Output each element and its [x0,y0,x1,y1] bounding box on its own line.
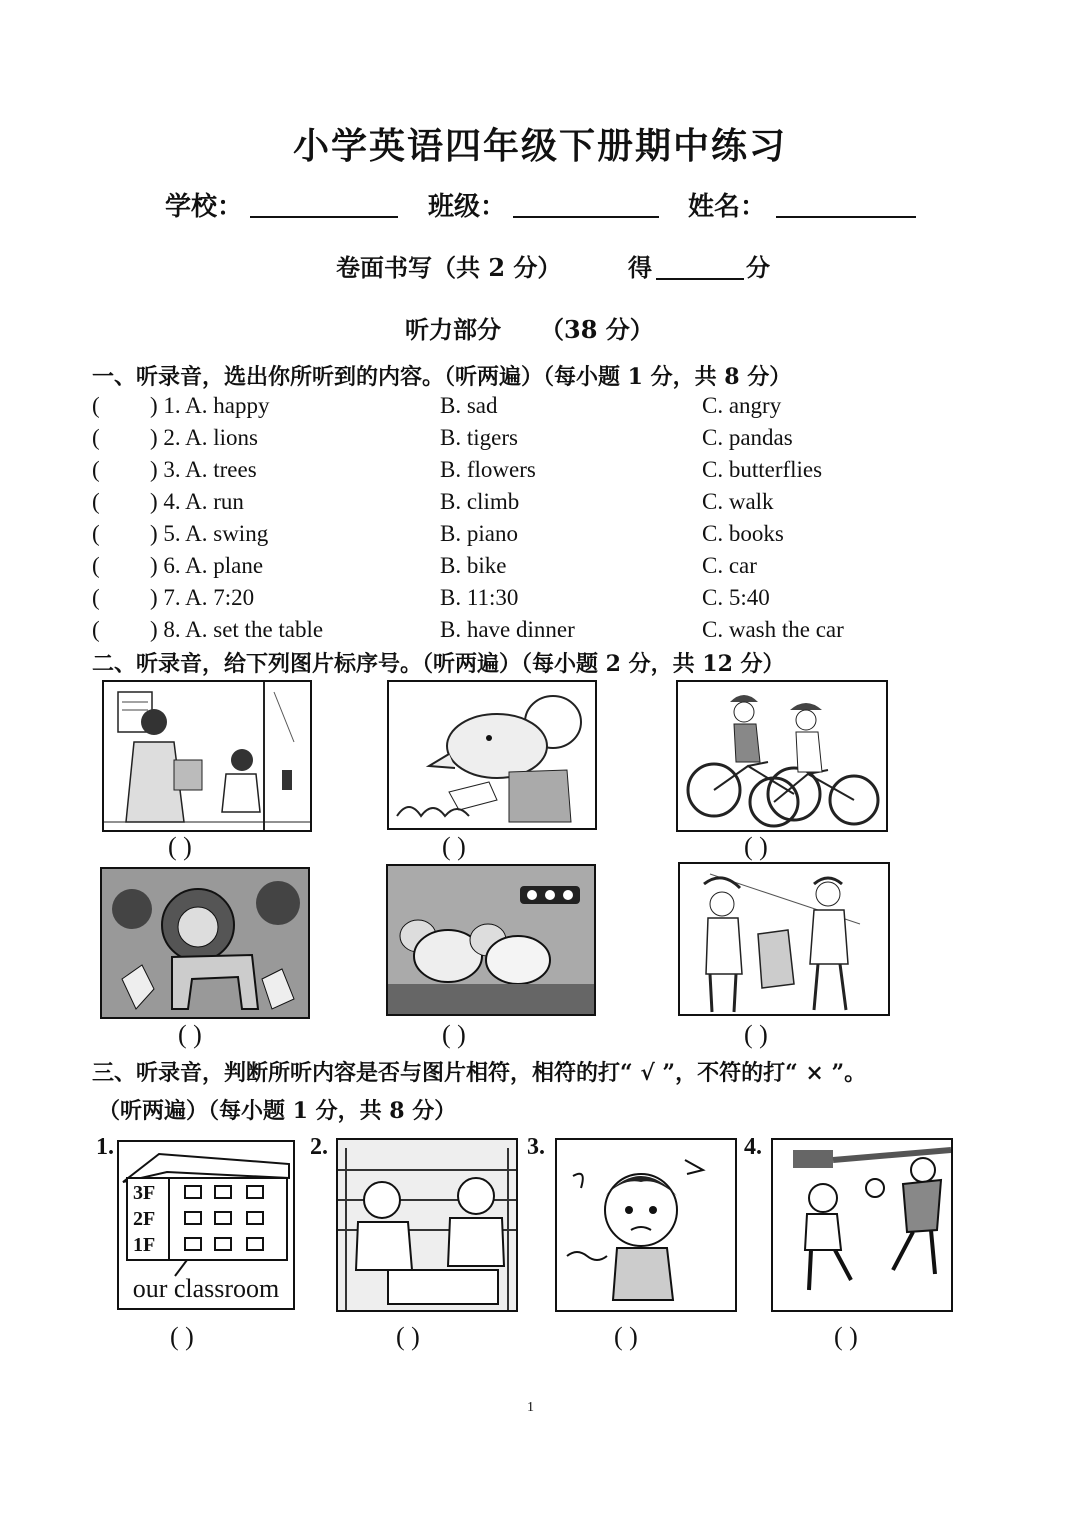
page-number: 1 [527,1400,534,1415]
question-6-option-b: B. bike [440,553,507,578]
question-2-option-b: B. tigers [440,425,518,450]
section3-number-3: 3. [527,1134,545,1160]
picture-mouse-planting [387,680,597,830]
section3-heading: 三、听录音，判断所听内容是否与图片相符，相符的打“ √ ”，不符的打“ × ”。 [92,1060,867,1086]
name-label: 姓名： [688,192,767,222]
classroom-caption: our classroom [132,1274,280,1303]
picture-teacher-books [102,680,312,832]
section3-number-4: 4. [744,1134,762,1160]
question-3-option-c: C. butterflies [702,457,823,482]
question-8-option-a: ) 8. A. set the table [150,617,324,642]
page-title: 小学英语四年级下册期中练习 [292,125,787,167]
question-2-option-c: C. pandas [702,425,793,450]
writing-label: 卷面书写（共 2 分） [336,253,562,282]
question-8-option-c: C. wash the car [702,617,844,642]
answer-paren-open[interactable]: ( [92,489,100,514]
question-6-option-a: ) 6. A. plane [150,553,264,578]
question-7-option-c: C. 5:40 [702,585,770,610]
class-label: 班级： [428,192,507,222]
section3-answer-2[interactable]: ( ) [396,1322,420,1351]
class-blank[interactable] [513,194,659,218]
listening-points: （38 分） [540,315,654,344]
question-5-option-a: ) 5. A. swing [150,521,269,546]
answer-paren-open[interactable]: ( [92,585,100,610]
score-blank[interactable] [656,256,744,280]
section2-answer-2[interactable]: ( ) [442,832,466,861]
section1-heading: 一、听录音，选出你所听到的内容。（听两遍）（每小题 1 分，共 8 分） [92,364,792,390]
question-5-option-b: B. piano [440,521,518,546]
section3-heading-2: （听两遍）（每小题 1 分，共 8 分） [98,1098,457,1124]
section3-answer-4[interactable]: ( ) [834,1322,858,1351]
section2-heading: 二、听录音，给下列图片标序号。（听两遍）（每小题 2 分，共 12 分） [92,651,785,677]
section3-answer-3[interactable]: ( ) [614,1322,638,1351]
question-1-option-c: C. angry [702,393,782,418]
floor-label-3f: 3F [133,1182,156,1204]
section3-number-1: 1. [96,1134,114,1160]
question-1-option-b: B. sad [440,393,498,418]
name-blank[interactable] [776,194,916,218]
picture-sick-boy [555,1138,737,1312]
question-5-option-c: C. books [702,521,784,546]
section2-answer-4[interactable]: ( ) [178,1020,202,1049]
floor-label-2f: 2F [133,1208,156,1230]
question-7-option-b: B. 11:30 [440,585,519,610]
answer-paren-open[interactable]: ( [92,521,100,546]
picture-playing-football [771,1138,953,1312]
question-6-option-c: C. car [702,553,757,578]
answer-paren-open[interactable]: ( [92,553,100,578]
floor-label-1f: 1F [133,1234,156,1256]
picture-riding-bikes [676,680,888,832]
picture-library-reading [336,1138,518,1312]
section2-answer-6[interactable]: ( ) [744,1020,768,1049]
answer-paren-open[interactable]: ( [92,425,100,450]
school-label: 学校： [165,192,244,222]
picture-mice-traffic-light [386,864,596,1016]
school-blank[interactable] [250,194,398,218]
question-4-option-c: C. walk [702,489,774,514]
question-3-option-b: B. flowers [440,457,536,482]
section2-answer-5[interactable]: ( ) [442,1020,466,1049]
score-suffix: 分 [746,253,770,282]
question-4-option-b: B. climb [440,489,520,514]
question-3-option-a: ) 3. A. trees [150,457,257,482]
question-8-option-b: B. have dinner [440,617,575,642]
score-prefix: 得 [628,253,652,282]
picture-zoo-lion [100,867,310,1019]
question-1-option-a: ) 1. A. happy [150,393,270,418]
answer-paren-open[interactable]: ( [92,393,100,418]
answer-paren-open[interactable]: ( [92,457,100,482]
answer-paren-open[interactable]: ( [92,617,100,642]
question-7-option-a: ) 7. A. 7:20 [150,585,255,610]
question-4-option-a: ) 4. A. run [150,489,244,514]
section3-number-2: 2. [310,1134,328,1160]
picture-school-building [117,1140,295,1310]
listening-label: 听力部分 [405,315,501,344]
picture-girls-clothes [678,862,890,1016]
section3-answer-1[interactable]: ( ) [170,1322,194,1351]
section2-answer-1[interactable]: ( ) [168,832,192,861]
question-2-option-a: ) 2. A. lions [150,425,258,450]
section2-answer-3[interactable]: ( ) [744,832,768,861]
